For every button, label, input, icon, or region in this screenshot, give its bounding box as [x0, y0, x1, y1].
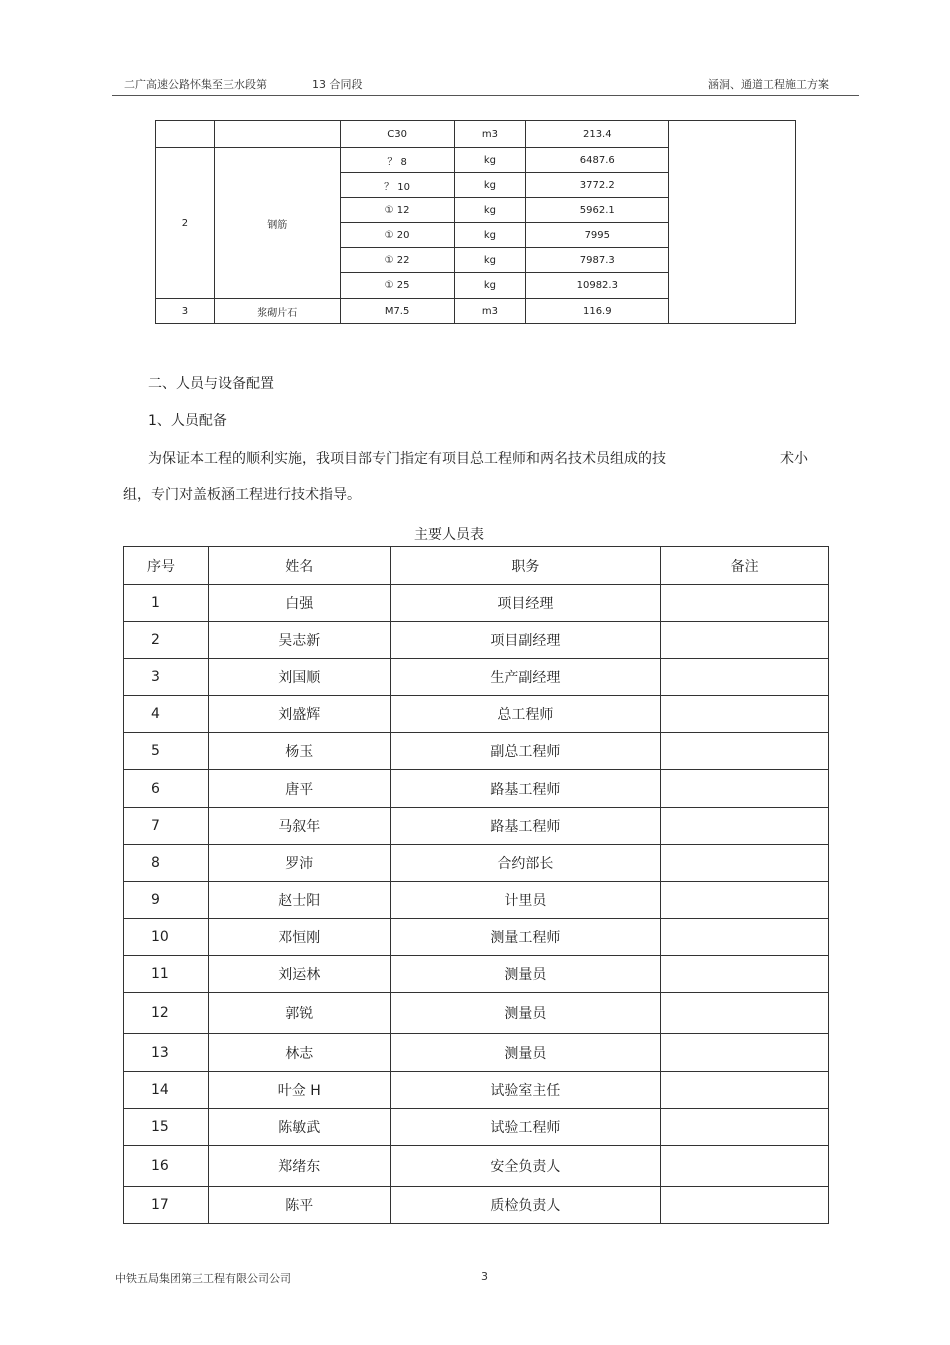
cell-no: 15	[124, 1109, 209, 1146]
cell-name: 叶佥 H	[208, 1072, 390, 1109]
cell-no: 3	[124, 659, 209, 696]
cell-qty: 116.9	[526, 299, 669, 324]
cell-name: 郭锐	[208, 993, 390, 1034]
cell-no: 2	[156, 148, 215, 299]
cell-remark	[661, 1072, 829, 1109]
cell-name: 罗沛	[208, 845, 390, 882]
cell-no: 3	[156, 299, 215, 324]
header-middle: 13 合同段	[312, 78, 363, 91]
cell-no: 10	[124, 919, 209, 956]
cell-no	[156, 121, 215, 148]
cell-position: 质检负责人	[390, 1187, 661, 1224]
cell-name: 刘运林	[208, 956, 390, 993]
cell-spec: ？ 10	[340, 173, 454, 198]
cell-name: 唐平	[208, 770, 390, 808]
cell-qty: 7995	[526, 223, 669, 248]
cell-qty: 10982.3	[526, 273, 669, 299]
cell-unit: kg	[454, 173, 526, 198]
cell-no: 9	[124, 882, 209, 919]
table-row	[124, 845, 829, 882]
cell-item	[214, 121, 340, 148]
cell-name: 郑绪东	[208, 1146, 390, 1187]
table-row	[156, 121, 796, 148]
cell-no: 11	[124, 956, 209, 993]
cell-position: 测量员	[390, 993, 661, 1034]
cell-unit: m3	[454, 299, 526, 324]
cell-remark	[661, 882, 829, 919]
cell-remark	[669, 121, 796, 324]
cell-remark	[661, 770, 829, 808]
table-title: 主要人员表	[414, 527, 484, 543]
header-right: 涵洞、通道工程施工方案	[708, 78, 829, 91]
cell-position: 路基工程师	[390, 808, 661, 845]
cell-spec: ① 25	[340, 273, 454, 299]
cell-remark	[661, 1146, 829, 1187]
cell-name: 邓恒刚	[208, 919, 390, 956]
cell-spec: C30	[340, 121, 454, 148]
cell-remark	[661, 585, 829, 622]
cell-no: 2	[124, 622, 209, 659]
cell-remark	[661, 1187, 829, 1224]
cell-name: 陈平	[208, 1187, 390, 1224]
cell-no: 5	[124, 733, 209, 770]
table-row	[124, 733, 829, 770]
table-row	[124, 659, 829, 696]
cell-unit: m3	[454, 121, 526, 148]
table-row	[124, 993, 829, 1034]
footer-company: 中铁五局集团第三工程有限公司公司	[115, 1272, 291, 1285]
cell-name: 杨玉	[208, 733, 390, 770]
cell-position: 项目副经理	[390, 622, 661, 659]
staff-table	[123, 546, 829, 1224]
cell-remark	[661, 993, 829, 1034]
table-row	[124, 585, 829, 622]
cell-unit: kg	[454, 273, 526, 299]
materials-table	[155, 120, 796, 324]
cell-qty: 7987.3	[526, 248, 669, 273]
cell-position: 生产副经理	[390, 659, 661, 696]
cell-name: 刘国顺	[208, 659, 390, 696]
table-row	[124, 770, 829, 808]
table-row	[124, 1034, 829, 1072]
cell-qty: 6487.6	[526, 148, 669, 173]
cell-remark	[661, 956, 829, 993]
section-heading: 二、人员与设备配置	[148, 376, 274, 392]
header-no: 序号	[124, 547, 209, 585]
cell-no: 7	[124, 808, 209, 845]
cell-position: 计里员	[390, 882, 661, 919]
table-row	[124, 956, 829, 993]
table-row	[124, 1146, 829, 1187]
header-position: 职务	[390, 547, 661, 585]
table-row	[124, 882, 829, 919]
cell-no: 13	[124, 1034, 209, 1072]
cell-remark	[661, 696, 829, 733]
cell-position: 合约部长	[390, 845, 661, 882]
cell-name: 赵士阳	[208, 882, 390, 919]
cell-item: 浆砌片石	[214, 299, 340, 324]
cell-name: 吴志新	[208, 622, 390, 659]
cell-position: 试验工程师	[390, 1109, 661, 1146]
cell-unit: kg	[454, 148, 526, 173]
cell-no: 1	[124, 585, 209, 622]
cell-remark	[661, 733, 829, 770]
cell-name: 马叙年	[208, 808, 390, 845]
paragraph-line-2: 组，专门对盖板涵工程进行技术指导。	[123, 487, 361, 503]
header-left: 二广高速公路怀集至三水段第	[124, 78, 267, 91]
footer-page-number: 3	[481, 1270, 488, 1283]
table-row	[124, 1109, 829, 1146]
cell-spec: M7.5	[340, 299, 454, 324]
paragraph-line-1b: 术小	[780, 451, 808, 467]
cell-position: 副总工程师	[390, 733, 661, 770]
cell-unit: kg	[454, 223, 526, 248]
table-row	[124, 808, 829, 845]
cell-no: 6	[124, 770, 209, 808]
cell-qty: 213.4	[526, 121, 669, 148]
cell-remark	[661, 919, 829, 956]
cell-remark	[661, 659, 829, 696]
cell-position: 项目经理	[390, 585, 661, 622]
cell-no: 12	[124, 993, 209, 1034]
table-row	[124, 919, 829, 956]
cell-unit: kg	[454, 248, 526, 273]
table-row	[124, 1072, 829, 1109]
paragraph-line-1a: 为保证本工程的顺利实施，我项目部专门指定有项目总工程师和两名技术员组成的技	[148, 451, 666, 467]
cell-name: 陈敏武	[208, 1109, 390, 1146]
cell-position: 路基工程师	[390, 770, 661, 808]
cell-unit: kg	[454, 198, 526, 223]
cell-remark	[661, 1034, 829, 1072]
cell-remark	[661, 622, 829, 659]
cell-position: 试验室主任	[390, 1072, 661, 1109]
table-row	[124, 1187, 829, 1224]
table-row	[124, 696, 829, 733]
cell-name: 林志	[208, 1034, 390, 1072]
cell-remark	[661, 808, 829, 845]
header-remark: 备注	[661, 547, 829, 585]
cell-no: 17	[124, 1187, 209, 1224]
cell-no: 16	[124, 1146, 209, 1187]
cell-position: 测量员	[390, 956, 661, 993]
cell-no: 4	[124, 696, 209, 733]
table-header-row	[124, 547, 829, 585]
cell-remark	[661, 1109, 829, 1146]
cell-name: 刘盛辉	[208, 696, 390, 733]
cell-no: 14	[124, 1072, 209, 1109]
cell-qty: 3772.2	[526, 173, 669, 198]
cell-qty: 5962.1	[526, 198, 669, 223]
cell-spec: ？ 8	[340, 148, 454, 173]
cell-remark	[661, 845, 829, 882]
header-name: 姓名	[208, 547, 390, 585]
cell-item: 钢筋	[214, 148, 340, 299]
table-row	[124, 622, 829, 659]
cell-position: 安全负责人	[390, 1146, 661, 1187]
cell-no: 8	[124, 845, 209, 882]
cell-name: 白强	[208, 585, 390, 622]
cell-spec: ① 12	[340, 198, 454, 223]
cell-spec: ① 22	[340, 248, 454, 273]
cell-position: 总工程师	[390, 696, 661, 733]
cell-spec: ① 20	[340, 223, 454, 248]
cell-position: 测量工程师	[390, 919, 661, 956]
cell-position: 测量员	[390, 1034, 661, 1072]
header-divider	[112, 95, 859, 96]
subsection-heading: 1、人员配备	[148, 413, 227, 429]
